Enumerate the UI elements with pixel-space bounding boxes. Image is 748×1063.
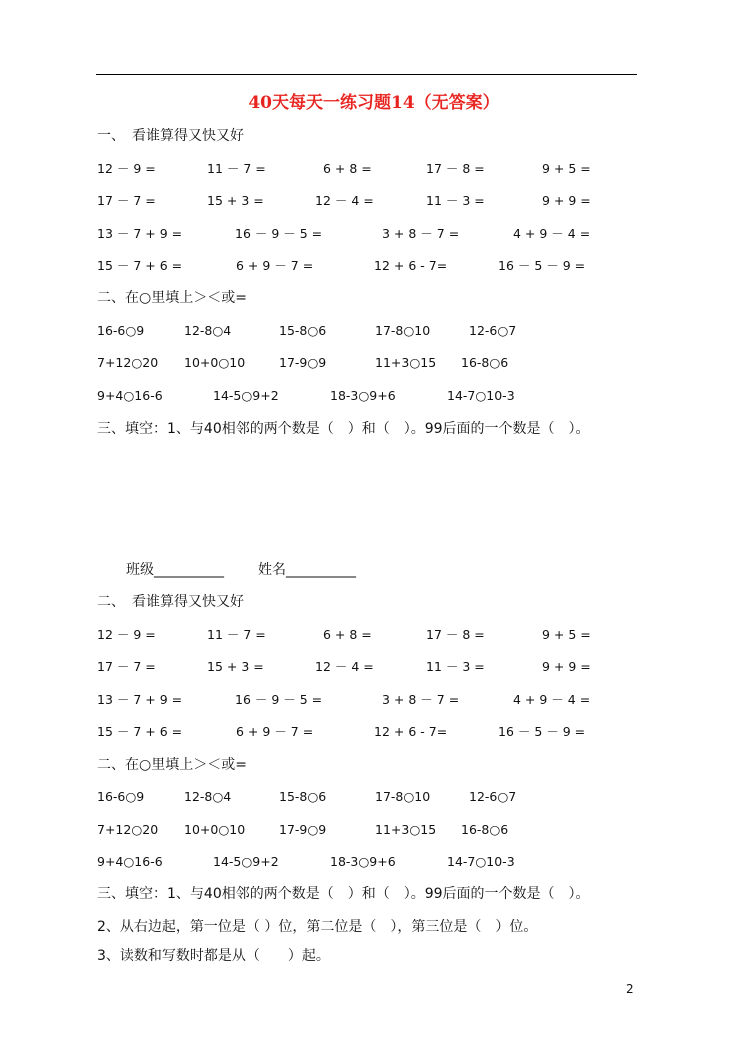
page-number: 2: [626, 982, 634, 996]
problem: 6 + 8 =: [323, 627, 372, 642]
compare-item: 10+0○10: [184, 355, 246, 370]
compare-item: 18-3○9+6: [330, 388, 396, 403]
problem: 12 + 6 - 7=: [374, 258, 448, 273]
section-heading: 一、 看谁算得又快又好: [97, 128, 244, 144]
problem: 12 － 4 =: [315, 659, 374, 674]
compare-item: 11+3○15: [375, 822, 437, 837]
compare-item: 15-8○6: [279, 789, 327, 804]
problem: 12 + 6 - 7=: [374, 724, 448, 739]
compare-item: 10+0○10: [184, 822, 246, 837]
compare-item: 12-8○4: [184, 789, 232, 804]
problem: 9 + 5 =: [542, 627, 591, 642]
compare-item: 7+12○20: [97, 355, 159, 370]
fill-question: 三、填空：1、与40相邻的两个数是（ ）和（ ）。99后面的一个数是（ ）。: [97, 886, 590, 902]
compare-item: 16-8○6: [461, 822, 509, 837]
compare-item: 14-7○10-3: [447, 854, 515, 869]
problem: 9 + 5 =: [542, 161, 591, 176]
section-heading: 二、在○里填上＞＜或=: [97, 290, 247, 306]
problem: 3 + 8 － 7 =: [382, 226, 460, 241]
header-rule: [96, 74, 637, 75]
compare-item: 12-6○7: [469, 323, 517, 338]
problem: 16 － 5 － 9 =: [498, 258, 586, 273]
compare-item: 14-7○10-3: [447, 388, 515, 403]
compare-item: 16-6○9: [97, 323, 145, 338]
problem: 17 － 8 =: [426, 161, 485, 176]
problem: 15 + 3 =: [207, 193, 264, 208]
section-heading: 二、 看谁算得又快又好: [97, 594, 244, 610]
problem: 3 + 8 － 7 =: [382, 692, 460, 707]
compare-item: 9+4○16-6: [97, 388, 163, 403]
class-field: 班级__________: [126, 562, 224, 578]
problem: 15 － 7 + 6 =: [97, 258, 183, 273]
problem: 16 － 9 － 5 =: [235, 692, 323, 707]
problem: 12 － 9 =: [97, 627, 156, 642]
fill-question: 3、读数和写数时都是从（ ）起。: [97, 948, 330, 964]
problem: 13 － 7 + 9 =: [97, 692, 183, 707]
problem: 11 － 3 =: [426, 659, 485, 674]
problem: 17 － 7 =: [97, 193, 156, 208]
compare-item: 14-5○9+2: [213, 388, 279, 403]
problem: 16 － 9 － 5 =: [235, 226, 323, 241]
problem: 15 + 3 =: [207, 659, 264, 674]
problem: 4 + 9 － 4 =: [513, 692, 591, 707]
compare-item: 11+3○15: [375, 355, 437, 370]
problem: 9 + 9 =: [542, 659, 591, 674]
problem: 6 + 9 － 7 =: [236, 724, 314, 739]
problem: 12 － 4 =: [315, 193, 374, 208]
problem: 4 + 9 － 4 =: [513, 226, 591, 241]
compare-item: 14-5○9+2: [213, 854, 279, 869]
compare-item: 9+4○16-6: [97, 854, 163, 869]
problem: 11 － 3 =: [426, 193, 485, 208]
problem: 11 － 7 =: [207, 161, 266, 176]
problem: 16 － 5 － 9 =: [498, 724, 586, 739]
compare-item: 16-6○9: [97, 789, 145, 804]
page-title: 40天每天一练习题14（无答案）: [248, 93, 500, 113]
fill-question: 2、从右边起，第一位是（ ）位，第二位是（ ），第三位是（ ）位。: [97, 919, 538, 935]
compare-item: 16-8○6: [461, 355, 509, 370]
problem: 6 + 8 =: [323, 161, 372, 176]
problem: 9 + 9 =: [542, 193, 591, 208]
problem: 15 － 7 + 6 =: [97, 724, 183, 739]
compare-item: 7+12○20: [97, 822, 159, 837]
compare-item: 17-8○10: [375, 789, 431, 804]
fill-question: 三、填空：1、与40相邻的两个数是（ ）和（ ）。99后面的一个数是（ ）。: [97, 421, 590, 437]
problem: 11 － 7 =: [207, 627, 266, 642]
compare-item: 12-8○4: [184, 323, 232, 338]
compare-item: 15-8○6: [279, 323, 327, 338]
compare-item: 17-8○10: [375, 323, 431, 338]
problem: 6 + 9 － 7 =: [236, 258, 314, 273]
problem: 17 － 8 =: [426, 627, 485, 642]
problem: 12 － 9 =: [97, 161, 156, 176]
name-field: 姓名__________: [258, 562, 356, 578]
compare-item: 18-3○9+6: [330, 854, 396, 869]
section-heading: 二、在○里填上＞＜或=: [97, 757, 247, 773]
problem: 13 － 7 + 9 =: [97, 226, 183, 241]
compare-item: 12-6○7: [469, 789, 517, 804]
compare-item: 17-9○9: [279, 355, 327, 370]
compare-item: 17-9○9: [279, 822, 327, 837]
problem: 17 － 7 =: [97, 659, 156, 674]
